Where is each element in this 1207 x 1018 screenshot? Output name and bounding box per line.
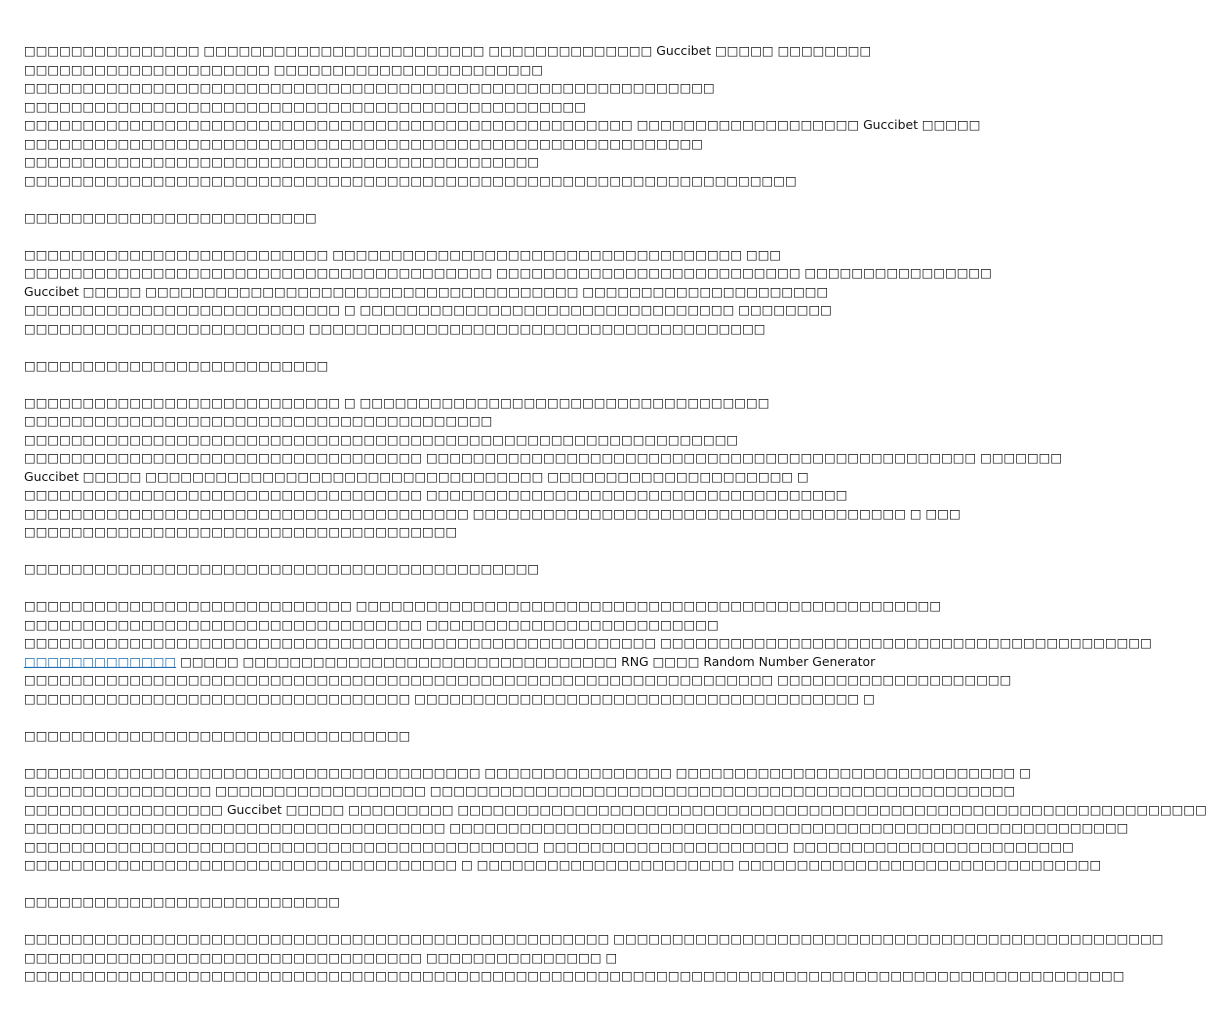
text-run: Guccibet □□□□□ □□□□□□□□□□□□□□□□□□□□□□□□□□□□□□□□□□□□□ □□□□□□□□□□□□□□□□□□□□□ [24, 283, 829, 299]
text-run: □□□□□□□□□□□□□□□□□□□□□□□□□□□□□□□□□□□□□□□□ [24, 413, 493, 428]
text-run: □□□□□□□□□□□□□□□□□□□□□□□□□□□□□□□□□□□□□□□□□□□□□□□□ [24, 98, 586, 114]
section-line [24, 690, 875, 709]
section-line [24, 801, 1207, 820]
section-line [24, 782, 1016, 801]
section-line [24, 856, 1102, 875]
text-run: □□□□□□□□□□□□□□□□□□□□□□□□□□□□□□□□□□□□□ [24, 524, 458, 539]
section-line [24, 634, 1152, 653]
article-sections [24, 209, 1207, 986]
section-paragraph [24, 246, 992, 339]
intro-line [24, 42, 872, 61]
intro-paragraph [24, 42, 981, 190]
text-run: □□□□□□□□□□□□□□□□□□□□□□□□□□□□□□□□□□□□□ □ □□□□□□□□□□□□□□□□□□□□□□ □□□□□□□□□□□□□□□□□□□□□□□□□□□□□□□ [24, 857, 1102, 872]
section-heading: □□□□□□□□□□□□□□□□□□□□□□□□□□□□□□□□□□□□□□□□□□□□ [24, 561, 540, 576]
section-heading: □□□□□□□□□□□□□□□□□□□□□□□□□□□□□□□□□ [24, 727, 411, 743]
section-line [24, 320, 766, 339]
text-run: □□□□□□□□□□□□□□□□□□□□□□□□□□□□□□□□□□□□□□□□□□□□□□□□□□□□□□ □□□□□□□□□□□□□□□□□□□□□□□□□□□□□□□□□□□□□□□□□□ [24, 635, 1152, 650]
intro-line [24, 116, 981, 135]
section-line [24, 264, 992, 283]
section-line [24, 653, 876, 672]
section-line [24, 967, 1125, 986]
intro-line [24, 153, 690, 172]
section-line [24, 486, 848, 505]
text-run: □□□□□□□□□□□□□□□□□□□□□□□□□□□□□□□□□□□□□□□□□□□□□□□□□□□□ □□□□□□□□□□□□□□□□□□□ Guccibet □□□□□ [24, 117, 981, 132]
text-run: □□□□□□□□□□□□□□□□□□□□□ □□□□□□□□□□□□□□□□□□□□□□□ [24, 61, 544, 77]
section-line [24, 764, 1031, 783]
text-run: Guccibet □□□□□ □□□□□□□□□□□□□□□□□□□□□□□□□□□□□□□□□□ □□□□□□□□□□□□□□□□□□□□□ □ [24, 468, 809, 484]
text-run: □□□□□□□□□□□□□□□□□□□□□□□□□□□□□□□□□□□□□□□□□□□□□□□□□□□□□□□□□□□□□ [24, 431, 739, 447]
section-line [24, 949, 690, 968]
text-run: □□□□□□□□□□□□□□□□□□□□□□□□□□□□□□□□□□□□□□ □□□□□□□□□□□□□□□□□□□□□□□□□□□□□□□□□□□□□ □ □□□ [24, 505, 961, 521]
section-line [24, 431, 739, 450]
section-paragraph [24, 764, 1207, 875]
text-run: □□□□□□□□□□□□□□□□□□□□□□□□□□□□□□□□□□□□ □□□□□□□□□□□□□□□□□□□□□□□□□□□□□□□□□□□□□□□□□□□□□□□□□□□□□□□□□□ [24, 820, 1129, 835]
section-line [24, 597, 942, 616]
section-heading: □□□□□□□□□□□□□□□□□□□□□□□□□□ [24, 357, 329, 373]
section-line [24, 523, 690, 542]
intro-line [24, 135, 704, 154]
text-run: □□□□□□□□□□□□□□□□□□□□□□□□□□□□□□□□□□□□□□□□□□□□□□□□□□□□□□□□□□□□□□□□ □□□□□□□□□□□□□□□□□□□□ [24, 672, 1012, 687]
section-line [24, 301, 832, 320]
text-run: □□□□□ □□□□□□□□□□□□□□□□□□□□□□□□□□□□□□□□ RNG □□□□ Random Number Generator [176, 653, 876, 669]
intro-line [24, 61, 690, 80]
section-line [24, 671, 1012, 690]
text-run: □□□□□□□□□□□□□□□□□□□□□□□□□□□□□□□□□□□□□□□□□□□□□□□□□□□□□□□□□□□□□□□□□□ [24, 172, 797, 188]
text-run: □□□□□□□□□□□□□□□□□□□□□□□□□□□□□□□□□□ □□□□□□□□□□□□□□□□□□□□□□□□□□□□□□□□□□□□ [24, 487, 848, 502]
intro-line [24, 98, 690, 117]
section-line [24, 616, 719, 635]
text-run: □□□□□□□□□□□□□□□□□ Guccibet □□□□□ □□□□□□□□□ □□□□□□□□□□□□□□□□□□□□□□□□□□□□□□□□□□□□□□□□□□□□□□□□□□□□□□□□□□□□□□□□ [24, 801, 1207, 817]
text-run: □□□□□□□□□□□□□□□□□□□□□□□□□□□□□□□□□□ □□□□□□□□□□□□□□□ □ [24, 949, 618, 965]
section-line [24, 838, 1074, 857]
section-paragraph [24, 930, 1164, 986]
text-run: □□□□□□□□□□□□□□□□□□□□□□□□□□□□□□□□□□□□□□□□□□□□□□□□□□□□□□□□□□□□□□□□□□□□□□□□□□□□□□□□□□□□□□□□□□□□□□ [24, 968, 1125, 983]
section-line [24, 283, 829, 302]
text-run: □□□□□□□□□□□□□□□□□□□□□□□□□□□□ □□□□□□□□□□□□□□□□□□□□□□□□□□□□□□□□□□□□□□□□□□□□□□□□□□ [24, 598, 942, 613]
text-run: □□□□□□□□□□□□□□□□□□□□□□□□□□□□□□□□□□□□□□□□□□□□□□□□□□□□□□□□□□□ [24, 80, 715, 95]
text-run: □□□□□□□□□□□□□□□□ □□□□□□□□□□□□□□□□□□ □□□□□□□□□□□□□□□□□□□□□□□□□□□□□□□□□□□□□□□□□□□□□□□□□□ [24, 783, 1016, 798]
section-line [24, 246, 782, 265]
section-line [24, 505, 961, 524]
text-run: □□□□□□□□□□□□□□□□□□□□□□□□□□□□□□□□□□□□□□□□□□□□ □□□□□□□□□□□□□□□□□□□□□ □□□□□□□□□□□□□□□□□□□□□□□□ [24, 838, 1074, 854]
intro-line [24, 172, 797, 191]
text-run: □□□□□□□□□□□□□□□□□□□□□□□□□□□□□□□□□□□□□□□□□□□□ [24, 154, 540, 169]
text-run: □□□□□□□□□□□□□□□□□□□□□□□□□□□□□□□□□□□□□□□ □□□□□□□□□□□□□□□□ □□□□□□□□□□□□□□□□□□□□□□□□□□□□□ □ [24, 764, 1031, 780]
section-heading: □□□□□□□□□□□□□□□□□□□□□□□□□ [24, 209, 317, 225]
section-line [24, 468, 809, 487]
text-run: □□□□□□□□□□□□□□□□□□□□□□□□□□□ □ □□□□□□□□□□□□□□□□□□□□□□□□□□□□□□□□ □□□□□□□□ [24, 302, 832, 317]
text-run: □□□□□□□□□□□□□□□□□□□□□□□□□□□□□□□□□□ □□□□□□□□□□□□□□□□□□□□□□□□□ [24, 616, 719, 632]
text-run: □□□□□□□□□□□□□□□□□□□□□□□□□□□ □ □□□□□□□□□□□□□□□□□□□□□□□□□□□□□□□□□□□ [24, 394, 770, 410]
section-paragraph [24, 597, 1152, 708]
text-run: □□□□□□□□□□□□□□□□□□□□□□□□ □□□□□□□□□□□□□□□□□□□□□□□□□□□□□□□□□□□□□□□ [24, 320, 766, 336]
section-line [24, 449, 1063, 468]
section-heading: □□□□□□□□□□□□□□□□□□□□□□□□□□□ [24, 894, 341, 909]
text-run: □□□□□□□□□□□□□□□ □□□□□□□□□□□□□□□□□□□□□□□□ □□□□□□□□□□□□□□ Guccibet □□□□□ □□□□□□□□ [24, 43, 872, 58]
section-line [24, 412, 690, 431]
section-line [24, 394, 770, 413]
inline-link[interactable]: □□□□□□□□□□□□□ [24, 653, 177, 669]
text-run: □□□□□□□□□□□□□□□□□□□□□□□□□□□□□□□□□□ □□□□□□□□□□□□□□□□□□□□□□□□□□□□□□□□□□□□□□□□□□□□□□□ □□□□□□□ [24, 450, 1063, 465]
intro-line [24, 79, 715, 98]
text-run: □□□□□□□□□□□□□□□□□□□□□□□□□□□□□□□□□ □□□□□□□□□□□□□□□□□□□□□□□□□□□□□□□□□□□□□□ □ [24, 690, 875, 706]
section-paragraph [24, 394, 1063, 542]
section-line [24, 930, 1164, 949]
text-run: □□□□□□□□□□□□□□□□□□□□□□□□□□□□□□□□□□□□□□□□ □□□□□□□□□□□□□□□□□□□□□□□□□□ □□□□□□□□□□□□□□□□ [24, 265, 992, 280]
text-run: □□□□□□□□□□□□□□□□□□□□□□□□□□ □□□□□□□□□□□□□□□□□□□□□□□□□□□□□□□□□□□ □□□ [24, 246, 782, 262]
section-line [24, 819, 1129, 838]
text-run: □□□□□□□□□□□□□□□□□□□□□□□□□□□□□□□□□□□□□□□□□□□□□□□□□□ □□□□□□□□□□□□□□□□□□□□□□□□□□□□□□□□□□□□□□□□□□□□□□□ [24, 931, 1164, 946]
text-run: □□□□□□□□□□□□□□□□□□□□□□□□□□□□□□□□□□□□□□□□□□□□□□□□□□□□□□□□□□ [24, 135, 704, 151]
